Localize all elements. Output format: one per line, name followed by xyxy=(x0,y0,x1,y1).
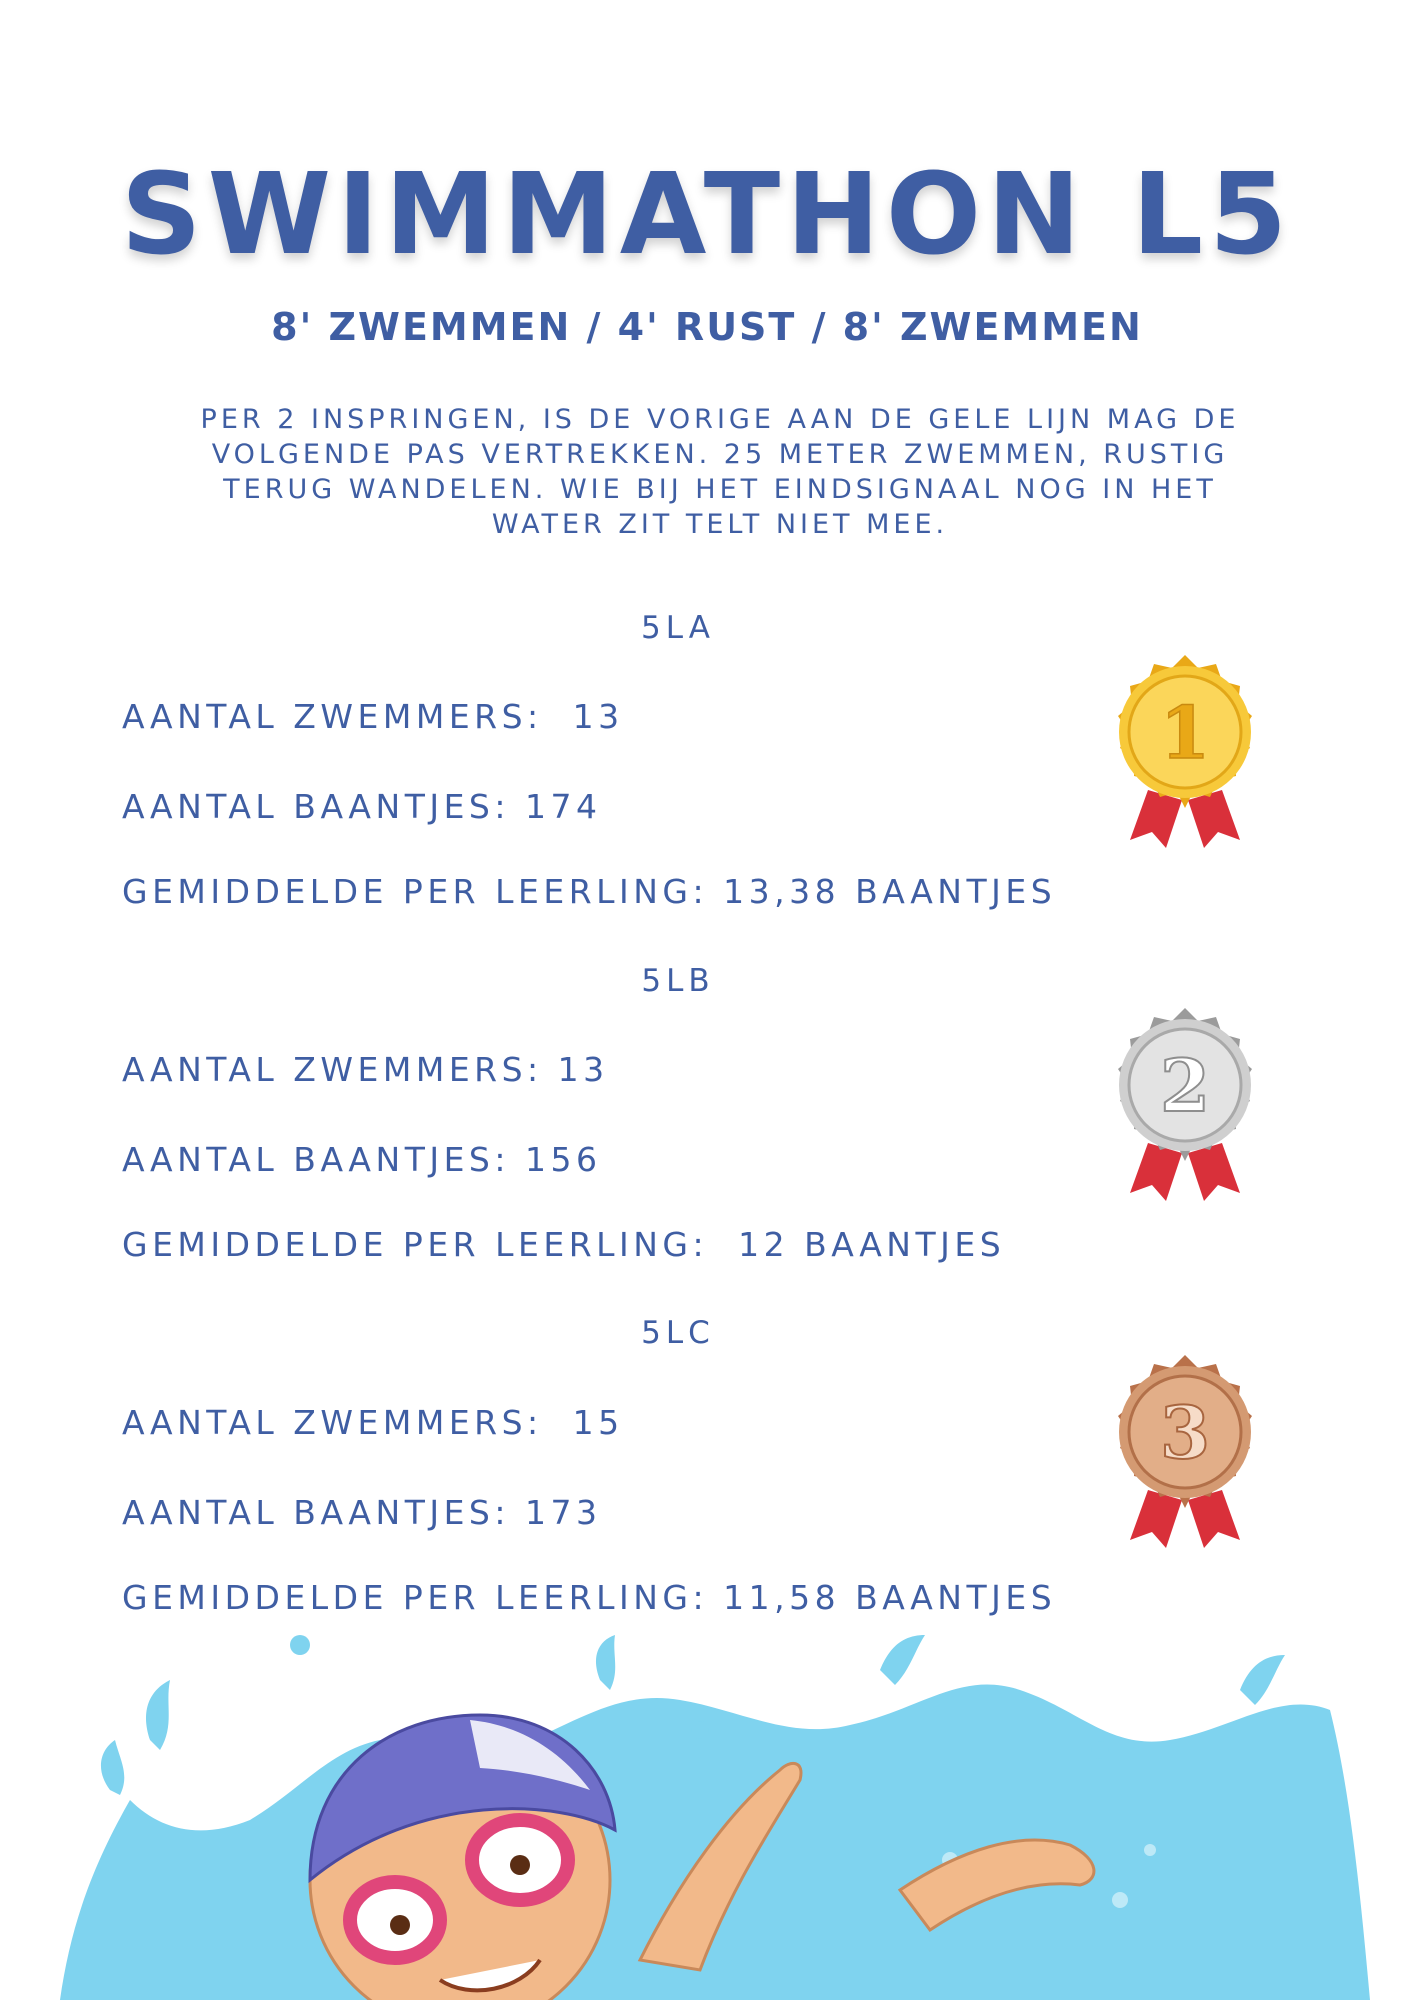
swimmers-count: AANTAL ZWEMMERS: 13 xyxy=(122,697,624,736)
intro-text: PER 2 INSPRINGEN, IS DE VORIGE AAN DE GELE LIJN MAG DE VOLGENDE PAS VERTREKKEN. 25 METER ZWEMMEN, RUSTIG TERUG WANDELEN. WIE BIJ HET EINDSIGNAAL NOG IN HET WATER ZIT TELT NIET MEE. xyxy=(200,404,1240,540)
average-per-student: GEMIDDELDE PER LEERLING: 13,38 BAANTJES xyxy=(122,872,1057,911)
medal-number: 2 xyxy=(1159,1043,1211,1128)
swimmers-count: AANTAL ZWEMMERS: 15 xyxy=(122,1403,624,1442)
average-per-student: GEMIDDELDE PER LEERLING: 12 BAANTJES xyxy=(122,1225,1006,1264)
laps-count: AANTAL BAANTJES: 173 xyxy=(122,1493,602,1532)
laps-count: AANTAL BAANTJES: 156 xyxy=(122,1140,602,1179)
class-heading-5lb: 5LB xyxy=(641,963,715,999)
silver-medal-icon xyxy=(1090,1003,1280,1213)
page-title: SWIMMATHON L5 xyxy=(120,150,1294,280)
swimmer-girl-illustration xyxy=(0,1630,1414,2000)
class-heading-5la: 5LA xyxy=(641,610,715,646)
bronze-medal-icon xyxy=(1090,1350,1280,1560)
swimmers-count: AANTAL ZWEMMERS: 13 xyxy=(122,1050,609,1089)
page-subtitle: 8' ZWEMMEN / 4' RUST / 8' ZWEMMEN xyxy=(271,305,1143,349)
medal-number: 3 xyxy=(1159,1390,1211,1475)
average-per-student: GEMIDDELDE PER LEERLING: 11,58 BAANTJES xyxy=(122,1578,1057,1617)
medal-number: 1 xyxy=(1159,690,1211,775)
laps-count: AANTAL BAANTJES: 174 xyxy=(122,787,602,826)
class-heading-5lc: 5LC xyxy=(641,1315,715,1351)
gold-medal-icon xyxy=(1090,650,1280,860)
